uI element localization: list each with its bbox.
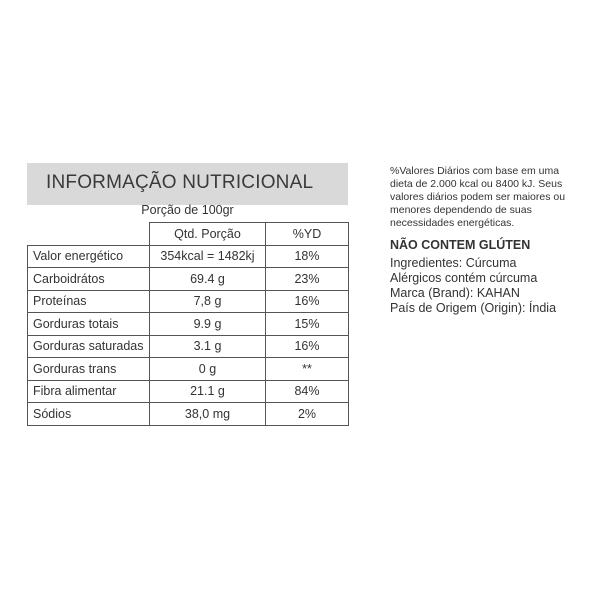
nutrient-qty: 0 g [150,358,266,381]
portion-size: Porção de 100gr [141,203,234,217]
column-header-qty: Qtd. Porção [150,223,266,246]
nutrient-dv: 16% [266,335,349,358]
table-row [28,335,349,358]
table-row [28,245,349,268]
daily-values-note: %Valores Diários com base em uma dieta de 2.000 kcal ou 8400 kJ. Seus valores diários podem ser maiores ou menores dependendo de suas necessidades energéticas. [390,165,566,229]
nutrient-name: Gorduras totais [28,313,150,336]
nutrient-dv: 16% [266,290,349,313]
nutrient-qty: 38,0 mg [150,403,266,426]
table-header-row [28,223,349,246]
nutrient-dv: 15% [266,313,349,336]
header-blank-cell [28,223,150,246]
nutrient-dv: 2% [266,403,349,426]
nutrient-name: Gorduras trans [28,358,150,381]
nutrient-qty: 21.1 g [150,380,266,403]
table-row [28,380,349,403]
table-row [28,313,349,336]
table-row [28,358,349,381]
origin-line: País de Origem (Origin): Índia [390,301,557,315]
nutrient-qty: 354kcal = 1482kj [150,245,266,268]
allergens-line: Alérgicos contém cúrcuma [390,271,538,285]
table-row [28,290,349,313]
table-row [28,403,349,426]
nutrient-name: Fibra alimentar [28,380,150,403]
nutrient-dv: 23% [266,268,349,291]
nutrient-name: Carboidrátos [28,268,150,291]
nutrient-dv: ** [266,358,349,381]
brand-line: Marca (Brand): KAHAN [390,286,520,300]
gluten-free-notice: NÃO CONTEM GLÚTEN [390,238,531,252]
ingredients-line: Ingredientes: Cúrcuma [390,256,517,270]
label-title: INFORMAÇÃO NUTRICIONAL [46,172,314,193]
product-info-list [390,256,556,316]
nutrient-qty: 7,8 g [150,290,266,313]
nutrient-name: Gorduras saturadas [28,335,150,358]
nutrient-qty: 69.4 g [150,268,266,291]
table-row [28,268,349,291]
nutrient-qty: 3.1 g [150,335,266,358]
nutrition-table [27,222,349,426]
nutrient-dv: 18% [266,245,349,268]
nutrient-name: Proteínas [28,290,150,313]
column-header-dv: %YD [266,223,349,246]
nutrient-name: Valor energético [28,245,150,268]
nutrient-name: Sódios [28,403,150,426]
nutrient-dv: 84% [266,380,349,403]
nutrient-qty: 9.9 g [150,313,266,336]
